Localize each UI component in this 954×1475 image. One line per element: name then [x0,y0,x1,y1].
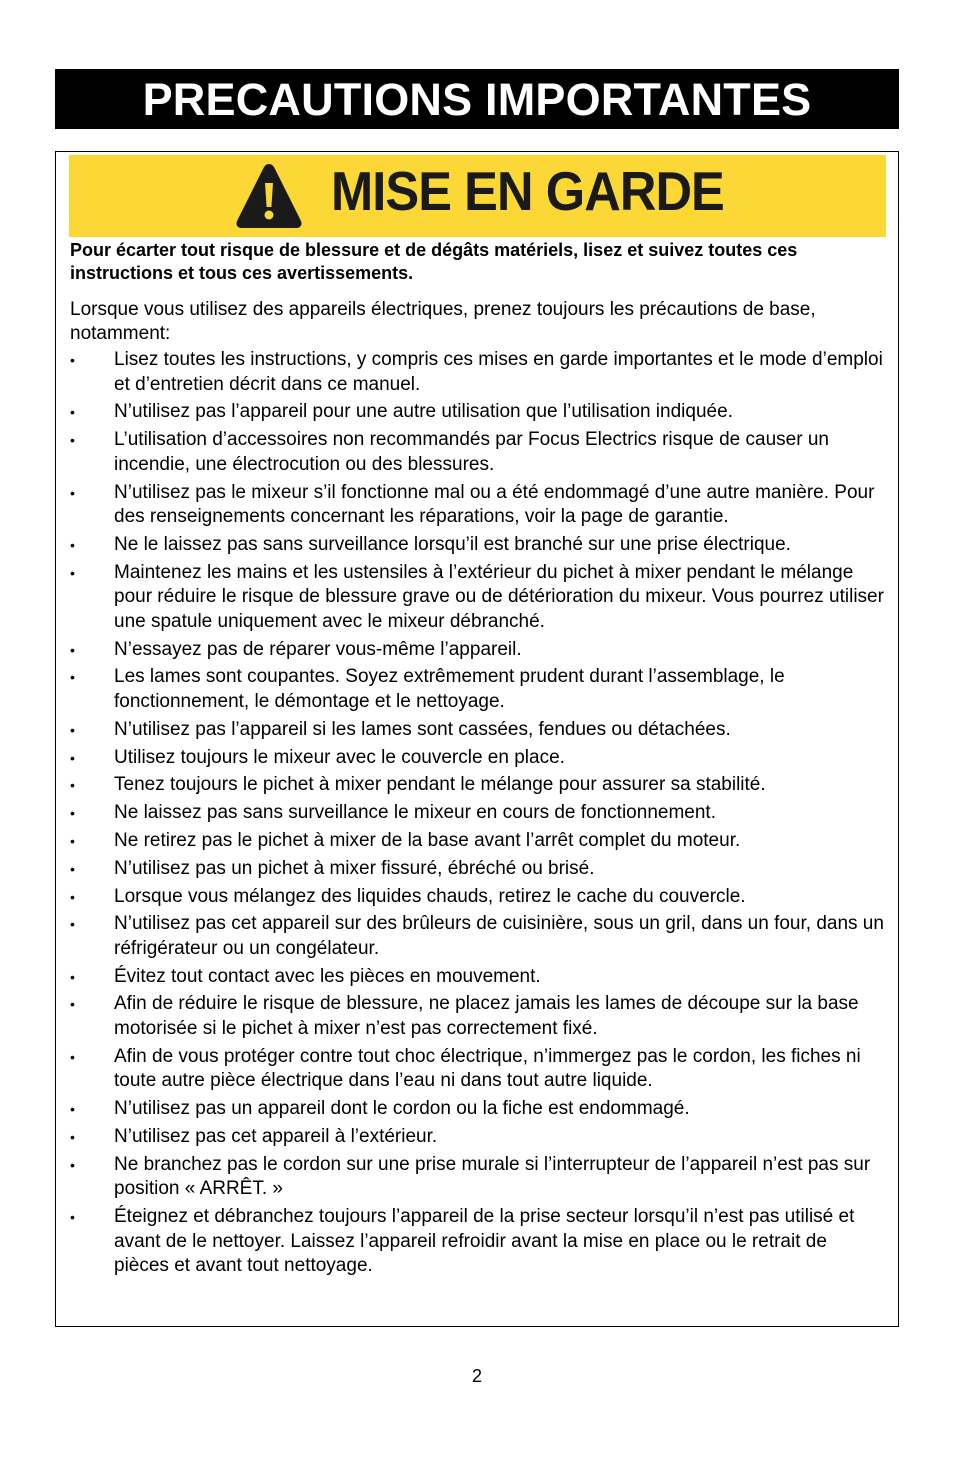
precaution-item [70,829,885,854]
precaution-item [70,1045,885,1094]
bullet-icon: • [70,432,75,449]
precaution-item [70,801,885,826]
precaution-item [70,885,885,910]
precaution-text: Éteignez et débranchez toujours l’appareil de la prise secteur lorsqu’il n’est pas utilisé et avant de le nettoyer. Laissez l’appareil refroidir avant la mise en place ou le retrait de pièces et avant tout nettoyage. [114,1206,855,1277]
bullet-icon: • [70,1156,75,1173]
precaution-item [70,857,885,882]
precaution-item [70,665,885,714]
precaution-text: Ne retirez pas le pichet à mixer de la base avant l’arrêt complet du moteur. [114,829,741,851]
precaution-item [70,1153,885,1202]
precaution-text: Ne le laissez pas sans surveillance lorsqu’il est branché sur une prise électrique. [114,533,791,555]
precaution-item [70,1125,885,1150]
bullet-icon: • [70,805,75,822]
precaution-item [70,746,885,771]
bullet-icon: • [70,832,75,849]
warning-label: MISE EN GARDE [331,160,724,222]
precaution-text: Les lames sont coupantes. Soyez extrêmement prudent durant l’assemblage, le fonctionnement, le démontage et le nettoyage. [114,666,785,713]
precaution-text: Ne branchez pas le cordon sur une prise murale si l’interrupteur de l’appareil n’est pas sur position « ARRÊT. » [114,1153,871,1200]
page-title: PRECAUTIONS IMPORTANTES [142,73,812,125]
precaution-text: Lisez toutes les instructions, y compris ces mises en garde importantes et le mode d’emploi et d’entretien décrit dans ce manuel. [114,349,883,395]
page-number: 2 [471,1366,482,1386]
bullet-icon: • [70,860,75,877]
precaution-text: Afin de réduire le risque de blessure, ne placez jamais les lames de découpe sur la base motorisée si le pichet à mixer n’est pas correctement fixé. [114,993,859,1040]
bullet-icon: • [70,888,75,905]
bullet-icon: • [70,749,75,766]
bullet-icon: • [70,669,75,686]
precaution-text: Évitez tout contact avec les pièces en mouvement. [114,965,541,987]
precaution-item [70,348,885,397]
precaution-item [70,428,885,477]
bullet-icon: • [70,721,75,738]
bullet-icon: • [70,996,75,1013]
precaution-item [70,1097,885,1122]
warning-intro-bold: Pour écarter tout risque de blessure et de dégâts matériels, lisez et suivez toutes ces instructions et tous ces avertissements. [70,240,798,283]
warning-box [55,151,899,1327]
precaution-text: N’utilisez pas le mixeur s’il fonctionne mal ou a été endommagé d’une autre manière. Pour des renseignements concernant les réparations, voir la page de garantie. [114,481,875,528]
bullet-icon: • [70,1128,75,1145]
precaution-item [70,718,885,743]
precaution-item [70,965,885,990]
warning-triangle-icon [234,161,304,231]
bullet-icon: • [70,1048,75,1065]
precaution-text: N’utilisez pas l’appareil si les lames sont cassées, fendues ou détachées. [114,718,731,740]
precaution-text: Tenez toujours le pichet à mixer pendant le mélange pour assurer sa stabilité. [114,774,766,796]
precaution-text: N’utilisez pas cet appareil sur des brûleurs de cuisinière, sous un gril, dans un four, dans un réfrigérateur ou un congélateur. [114,913,884,959]
precaution-text: N’utilisez pas un pichet à mixer fissuré, ébréché ou brisé. [114,857,595,879]
bullet-icon: • [70,404,75,421]
warning-intro-text: Lorsque vous utilisez des appareils électriques, prenez toujours les précautions de base, notamment: [70,299,816,344]
bullet-icon: • [70,916,75,933]
precaution-item [70,773,885,798]
precaution-text: Utilisez toujours le mixeur avec le couvercle en place. [114,746,565,768]
bullet-icon: • [70,564,75,581]
precaution-text: Ne laissez pas sans surveillance le mixeur en cours de fonctionnement. [114,802,716,824]
precaution-text: Maintenez les mains et les ustensiles à l’extérieur du pichet à mixer pendant le mélange pour réduire le risque de blessure grave ou de détérioration du mixeur. Vous pourrez utiliser une spatule uniquement avec le mixeur débranché. [114,561,884,632]
bullet-icon: • [70,484,75,501]
bullet-icon: • [70,1209,75,1226]
bullet-icon: • [70,1101,75,1118]
precaution-text: N’essayez pas de réparer vous-même l’appareil. [114,638,522,660]
warning-header [69,155,886,237]
precaution-item [70,533,885,558]
title-banner [55,69,899,129]
bullet-icon: • [70,777,75,794]
bullet-icon: • [70,968,75,985]
precaution-text: L’utilisation d’accessoires non recommandés par Focus Electrics risque de causer un incendie, une électrocution ou des blessures. [114,429,829,475]
precaution-text: N’utilisez pas l’appareil pour une autre utilisation que l’utilisation indiquée. [114,401,733,423]
precaution-item [70,912,885,961]
precaution-item [70,638,885,663]
precaution-text: Lorsque vous mélangez des liquides chauds, retirez le cache du couvercle. [114,885,746,907]
bullet-icon: • [70,352,75,368]
precaution-text: Afin de vous protéger contre tout choc électrique, n’immergez pas le cordon, les fiches ni toute autre pièce électrique dans l’eau ni dans tout autre liquide. [114,1045,861,1092]
precautions-list [70,348,885,1282]
bullet-icon: • [70,536,75,553]
precaution-item [70,1205,885,1279]
precaution-text: N’utilisez pas un appareil dont le cordon ou la fiche est endommagé. [114,1098,690,1120]
precaution-item [70,561,885,635]
precaution-item [70,400,885,425]
precaution-item [70,481,885,530]
precaution-item [70,992,885,1041]
precaution-text: N’utilisez pas cet appareil à l’extérieur. [114,1125,438,1147]
bullet-icon: • [70,641,75,658]
